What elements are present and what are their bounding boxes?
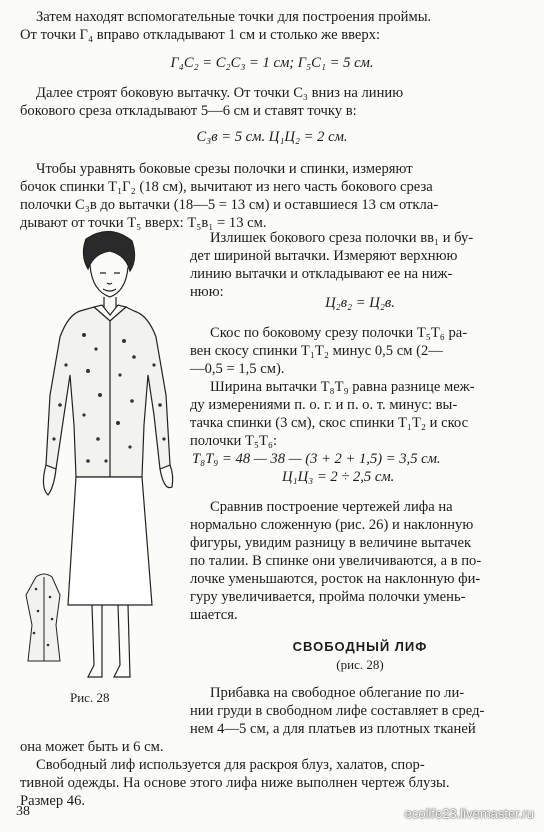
equation: Г₄С₂ = С₂С₃ = 1 см; Г₅С₁ = 5 см. — [170, 55, 374, 71]
watermark: ecolife23.livemaster.ru — [404, 806, 534, 821]
section-title: СВОБОДНЫЙ ЛИФ — [292, 639, 428, 654]
page-number: 38 — [16, 804, 30, 819]
text-line: Размер 46. — [20, 793, 86, 809]
equation: Т₈Т₉ = 48 — 38 — (3 + 2 + 1,5) = 3,5 см. — [192, 451, 441, 467]
text-line: Излишек бокового среза полочки вв₁ и бу- — [210, 230, 474, 246]
text-line: лочке уменьшаются, росток на наклонную фи- — [190, 571, 481, 587]
figure-caption: Рис. 28 — [70, 690, 110, 705]
text-line: Сравнив построение чертежей лифа на — [210, 499, 453, 515]
text-line: Свободный лиф используется для раскроя блуз, халатов, спор- — [36, 757, 425, 773]
text-line: по талии. В спинке они увеличиваются, а в по- — [190, 553, 482, 569]
text-line: нем 4—5 см, а для платьев из плотных тканей — [190, 721, 476, 737]
section-subtitle: (рис. 28) — [336, 657, 384, 672]
text-line: Скос по боковому срезу полочки Т₅Т₆ ра- — [210, 325, 468, 341]
text-line: Прибавка на свободное облегание по ли- — [210, 685, 465, 701]
text-line: ду измерениями п. о. г. и п. о. т. минус: вы- — [190, 397, 458, 413]
text-line: От точки Г₄ вправо откладывают 1 см и столько же вверх: — [20, 27, 381, 43]
text-line: фигуры, увидим разницу в величине вытачек — [190, 535, 472, 551]
text-line: нии груди в свободном лифе составляет в сред- — [190, 703, 485, 719]
text-line: бочок спинки Т₁Г₂ (18 см), вычитают из него часть бокового среза — [20, 179, 433, 195]
text-line: линию вытачки и откладывают ее на ниж- — [190, 266, 453, 282]
text-line: она может быть и 6 см. — [20, 739, 164, 755]
text-line: Далее строят боковую вытачку. От точки С₃ вниз на линию — [36, 85, 404, 101]
text-line: Чтобы уравнять боковые срезы полочки и спинки, измеряют — [36, 161, 413, 177]
text-line: нюю: — [190, 284, 224, 300]
text-line: Затем находят вспомогательные точки для построения проймы. — [36, 9, 432, 25]
figure-28-illustration — [14, 225, 194, 695]
text-line: —0,5 = 1,5 см). — [190, 361, 285, 377]
text-line: дет шириной вытачки. Измеряют верхнюю — [190, 248, 458, 264]
equation: Ц₁Ц₃ = 2 ÷ 2,5 см. — [282, 469, 395, 485]
text-line: дывают от точки Т₅ вверх: Т₅в₁ = 13 см. — [20, 215, 267, 231]
woman-in-blouse-and-skirt-illustration — [14, 225, 194, 695]
text-line: полочки С₃в до вытачки (18—5 = 13 см) и оставшиеся 13 см откла- — [20, 197, 439, 213]
equation: Ц₂в₂ = Ц₂в. — [325, 295, 395, 311]
text-line: вен скосу спинки Т₁Т₂ минус 0,5 см (2— — [190, 343, 443, 359]
text-line: полочки Т₅Т₆: — [190, 433, 278, 449]
text-line: тачка спинки (3 см), скос спинки Т₁Т₂ и скос — [190, 415, 469, 431]
text-line: нормально сложенную (рис. 26) и наклонную — [190, 517, 474, 533]
text-line: бокового среза откладывают 5—6 см и ставят точку в: — [20, 103, 357, 119]
text-line: Ширина вытачки Т₈Т₉ равна разнице меж- — [210, 379, 475, 395]
text-line: шается. — [190, 607, 238, 623]
equation: С₃в = 5 см. Ц₁Ц₂ = 2 см. — [196, 129, 348, 145]
text-line: тивной одежды. На основе этого лифа ниже выполнен чертеж блузы. — [20, 775, 450, 791]
text-line: гуру увеличивается, пройма полочки умень- — [190, 589, 466, 605]
